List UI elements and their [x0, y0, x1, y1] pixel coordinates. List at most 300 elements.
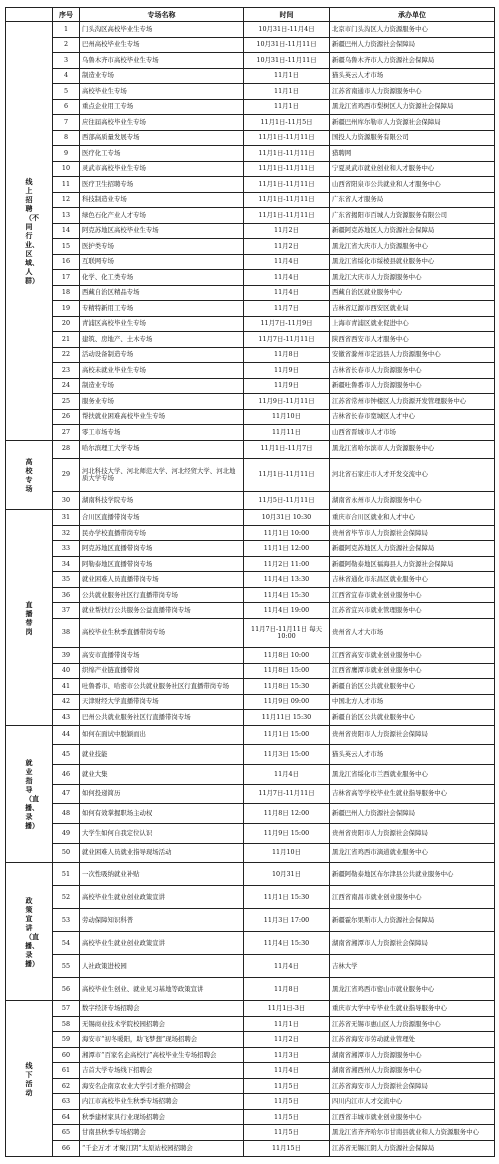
- event-name: 如何有效掌握职场主动权: [80, 804, 244, 824]
- event-time: 11月1日-11月11日: [244, 177, 330, 193]
- organizer: 江苏省常州市钟楼区人力资源开发管理服务中心: [330, 394, 495, 410]
- event-time: 11月4日: [244, 1063, 330, 1079]
- organizer: 吉林省长春市宽城区人才中心: [330, 409, 495, 425]
- table-row: [6, 492, 495, 510]
- category-text: 直播带岗: [25, 599, 33, 636]
- organizer: 江西省丰城市就业创业服务中心: [330, 1109, 495, 1125]
- event-time: 11月1日-11月11日: [244, 208, 330, 224]
- table-row: [6, 1109, 495, 1125]
- table-row: [6, 115, 495, 131]
- row-number: 12: [53, 192, 80, 208]
- row-number: 49: [53, 824, 80, 844]
- row-number: 63: [53, 1094, 80, 1110]
- event-time: 10月31日-11月11日: [244, 53, 330, 69]
- organizer: 贵州省人才大市场: [330, 618, 495, 647]
- row-number: 39: [53, 648, 80, 664]
- table-row: [6, 84, 495, 100]
- organizer: 吉林省高等学校毕业生就业指导服务中心: [330, 784, 495, 804]
- table-row: [6, 363, 495, 379]
- table-row: [6, 1094, 495, 1110]
- event-name: 湘潭市“百家名企高校行”高校毕业生专场招聘会: [80, 1047, 244, 1063]
- event-name: 灵武市高校毕业生专场: [80, 161, 244, 177]
- organizer: 江苏省无锡江阴人力资源社会保障局: [330, 1140, 495, 1156]
- event-time: 11月8日: [244, 347, 330, 363]
- row-number: 14: [53, 223, 80, 239]
- event-time: 11月2日: [244, 223, 330, 239]
- row-number: 51: [53, 863, 80, 886]
- event-name: 乌鲁木齐市高校毕业生专场: [80, 53, 244, 69]
- organizer: 湖南省永州市人力资源服务中心: [330, 492, 495, 510]
- row-number: 41: [53, 679, 80, 695]
- organizer: 江西省鹰潭市就业创业服务中心: [330, 663, 495, 679]
- event-time: 11月4日: [244, 270, 330, 286]
- event-time: 11月7日: [244, 301, 330, 317]
- organizer: 河北省石家庄市人才开发交流中心: [330, 458, 495, 492]
- organizer: 中国北方人才市场: [330, 694, 495, 710]
- row-number: 62: [53, 1078, 80, 1094]
- row-number: 26: [53, 409, 80, 425]
- row-number: 27: [53, 425, 80, 441]
- event-name: 就业困难人员就业指导现场活动: [80, 843, 244, 863]
- row-number: 43: [53, 710, 80, 726]
- organizer: 黑龙江省绥化市兰西就业服务中心: [330, 764, 495, 784]
- event-time: 11月11日: [244, 425, 330, 441]
- table-row: [6, 301, 495, 317]
- row-number: 21: [53, 332, 80, 348]
- header-organizer: 承办单位: [330, 8, 495, 22]
- row-number: 54: [53, 932, 80, 955]
- organizer: 安徽省滁州市定远县人力资源服务中心: [330, 347, 495, 363]
- event-time: 11月9日 15:00: [244, 824, 330, 844]
- event-name: 大学生如何自我定位认识: [80, 824, 244, 844]
- event-time: 10月31日-11月4日: [244, 22, 330, 38]
- row-number: 11: [53, 177, 80, 193]
- row-number: 40: [53, 663, 80, 679]
- event-time: 11月4日 13:30: [244, 572, 330, 588]
- event-time: 11月1日-11月5日: [244, 115, 330, 131]
- organizer: 陕西省西安市人才服务中心: [330, 332, 495, 348]
- organizer: 吉林省长春市人力资源服务中心: [330, 363, 495, 379]
- event-time: 11月1日-11月7日: [244, 440, 330, 458]
- event-name: 高校毕业生就业创业政策宣讲: [80, 886, 244, 909]
- organizer: 四川内江市人才交流中心: [330, 1094, 495, 1110]
- organizer: 新疆巴州库尔勒市人力资源社会保障局: [330, 115, 495, 131]
- table-row: [6, 863, 495, 886]
- organizer: 新疆自治区公共就业服务中心: [330, 679, 495, 695]
- row-number: 25: [53, 394, 80, 410]
- table-row: [6, 541, 495, 557]
- table-row: [6, 587, 495, 603]
- event-name: 高校未就业毕业生专场: [80, 363, 244, 379]
- table-row: [6, 932, 495, 955]
- event-name: 就业困难人员直播带岗专场: [80, 572, 244, 588]
- category-text: 线下活动: [25, 1060, 33, 1097]
- row-number: 50: [53, 843, 80, 863]
- table-row: [6, 22, 495, 38]
- schedule-document: [5, 7, 494, 1157]
- table-row: [6, 663, 495, 679]
- event-name: 河北科技大学、河北师范大学、河北经贸大学、河北地质大学专场: [80, 458, 244, 492]
- category-label: [6, 22, 53, 441]
- event-time: 11月1日 12:00: [244, 541, 330, 557]
- table-row: [6, 409, 495, 425]
- table-row: [6, 285, 495, 301]
- event-time: 11月8日 10:00: [244, 648, 330, 664]
- row-number: 38: [53, 618, 80, 647]
- row-number: 44: [53, 725, 80, 745]
- event-time: 11月4日: [244, 285, 330, 301]
- row-number: 16: [53, 254, 80, 270]
- row-number: 1: [53, 22, 80, 38]
- table-row: [6, 525, 495, 541]
- event-time: 11月10日: [244, 409, 330, 425]
- category-text: 线上招聘（不同行业、区域、人群）: [25, 176, 39, 285]
- event-time: 11月1日 10:00: [244, 525, 330, 541]
- event-name: 医疗化工专场: [80, 146, 244, 162]
- table-row: [6, 804, 495, 824]
- organizer: 吉林大学: [330, 955, 495, 978]
- table-row: [6, 440, 495, 458]
- table-row: [6, 146, 495, 162]
- organizer: 广东省揭阳市百城人力资源服务有限公司: [330, 208, 495, 224]
- event-time: 11月1日 15:00: [244, 725, 330, 745]
- event-time: 11月1日-11月11日: [244, 161, 330, 177]
- row-number: 7: [53, 115, 80, 131]
- organizer: 黑龙江省绥化市绥棱县就业服务中心: [330, 254, 495, 270]
- table-row: [6, 208, 495, 224]
- row-number: 31: [53, 510, 80, 526]
- event-name: 海安市“初冬暖阳，助飞梦想”现场招聘会: [80, 1032, 244, 1048]
- table-row: [6, 192, 495, 208]
- event-name: 无锡商业技术学院校园招聘会: [80, 1016, 244, 1032]
- row-number: 57: [53, 1001, 80, 1017]
- event-time: 11月9日: [244, 378, 330, 394]
- event-time: 11月5日: [244, 1125, 330, 1141]
- table-row: [6, 824, 495, 844]
- organizer: 江西省高安市就业创业服务中心: [330, 648, 495, 664]
- event-time: 11月1日: [244, 84, 330, 100]
- table-row: [6, 648, 495, 664]
- table-row: [6, 510, 495, 526]
- organizer: 湖南省湘潭市人力资源服务中心: [330, 1047, 495, 1063]
- table-row: [6, 332, 495, 348]
- row-number: 17: [53, 270, 80, 286]
- event-name: 零工市场专场: [80, 425, 244, 441]
- event-name: 巴州高校毕业生专场: [80, 37, 244, 53]
- row-number: 29: [53, 458, 80, 492]
- event-name: 湖南科技学院专场: [80, 492, 244, 510]
- event-name: 哈尔滨理工大学专场: [80, 440, 244, 458]
- event-time: 11月1日: [244, 68, 330, 84]
- event-time: 11月4日: [244, 254, 330, 270]
- event-name: 门头沟区高校毕业生专场: [80, 22, 244, 38]
- event-name: 科技制造业专场: [80, 192, 244, 208]
- event-time: 11月5日: [244, 1094, 330, 1110]
- organizer: 重庆市合川区就业和人才中心: [330, 510, 495, 526]
- table-row: [6, 572, 495, 588]
- table-row: [6, 1078, 495, 1094]
- event-time: 11月10日: [244, 843, 330, 863]
- event-name: 就业技能: [80, 745, 244, 765]
- table-row: [6, 1063, 495, 1079]
- table-row: [6, 710, 495, 726]
- table-row: [6, 784, 495, 804]
- row-number: 36: [53, 587, 80, 603]
- organizer: 黑龙江省鸡西市密山市就业服务中心: [330, 978, 495, 1001]
- organizer: 国投人力资源服务有限公司: [330, 130, 495, 146]
- schedule-body: [6, 22, 495, 1157]
- table-row: [6, 68, 495, 84]
- organizer: 猎聘网: [330, 146, 495, 162]
- table-row: [6, 394, 495, 410]
- event-name: 西部高质量发展专场: [80, 130, 244, 146]
- row-number: 8: [53, 130, 80, 146]
- organizer: 黑龙江省大庆市人力资源服务中心: [330, 239, 495, 255]
- table-row: [6, 425, 495, 441]
- event-time: 11月1日-3日: [244, 1001, 330, 1017]
- table-row: [6, 316, 495, 332]
- table-row: [6, 223, 495, 239]
- organizer: 新疆乌鲁木齐市人力资源社会保障局: [330, 53, 495, 69]
- event-name: 吐鲁番市、哈密市公共就业服务社区行直播带岗专场: [80, 679, 244, 695]
- header-row: [6, 8, 495, 22]
- table-row: [6, 1001, 495, 1017]
- event-name: 吉首大学专场线下招聘会: [80, 1063, 244, 1079]
- row-number: 30: [53, 492, 80, 510]
- table-row: [6, 1032, 495, 1048]
- header-no: 序号: [53, 8, 80, 22]
- row-number: 28: [53, 440, 80, 458]
- table-row: [6, 909, 495, 932]
- organizer: 新疆巴州人力资源社会保障局: [330, 37, 495, 53]
- row-number: 66: [53, 1140, 80, 1156]
- event-time: 10月31日-11月11日: [244, 37, 330, 53]
- event-time: 11月1日: [244, 99, 330, 115]
- organizer: 黑龙江省哈尔滨市人力资源服务中心: [330, 440, 495, 458]
- event-name: 服务业专场: [80, 394, 244, 410]
- table-row: [6, 177, 495, 193]
- category-label: [6, 725, 53, 863]
- event-name: 合川区直播带岗专场: [80, 510, 244, 526]
- organizer: 西藏自治区就业服务中心: [330, 285, 495, 301]
- row-number: 23: [53, 363, 80, 379]
- event-time: 10月31日: [244, 863, 330, 886]
- organizer: 黑龙江大庆市人力资源服务中心: [330, 270, 495, 286]
- table-row: [6, 955, 495, 978]
- table-row: [6, 886, 495, 909]
- organizer: 上海市青浦区就业促进中心: [330, 316, 495, 332]
- event-time: 11月8日 12:00: [244, 804, 330, 824]
- event-name: 海安名企南京农业大学引才推介招聘会: [80, 1078, 244, 1094]
- event-name: 制造业专场: [80, 68, 244, 84]
- event-time: 11月7日-11月11日: [244, 784, 330, 804]
- organizer: 重庆市大学中专毕业生就业指导服务中心: [330, 1001, 495, 1017]
- organizer: 黑龙江省鸡西市梨树区人力资源社会保障局: [330, 99, 495, 115]
- row-number: 58: [53, 1016, 80, 1032]
- event-time: 11月4日 15:30: [244, 932, 330, 955]
- organizer: 江苏省宜兴市就业管理服务中心: [330, 603, 495, 619]
- event-time: 11月1日 15:30: [244, 886, 330, 909]
- row-number: 2: [53, 37, 80, 53]
- table-row: [6, 694, 495, 710]
- organizer: 新疆巴州人力资源社会保障局: [330, 804, 495, 824]
- table-row: [6, 603, 495, 619]
- event-name: 秋季建材家具行业现场招聘会: [80, 1109, 244, 1125]
- row-number: 34: [53, 556, 80, 572]
- schedule-table: [5, 7, 495, 1157]
- table-row: [6, 745, 495, 765]
- event-name: 帮扶就业困难高校毕业生专场: [80, 409, 244, 425]
- row-number: 52: [53, 886, 80, 909]
- header-time: 时间: [244, 8, 330, 22]
- event-name: 专精特新用工专场: [80, 301, 244, 317]
- row-number: 18: [53, 285, 80, 301]
- table-row: [6, 556, 495, 572]
- category-text: 高校专场: [25, 456, 33, 493]
- event-time: 11月1日-11月11日: [244, 192, 330, 208]
- row-number: 32: [53, 525, 80, 541]
- organizer: 新疆阿勒泰地区福海县人力资源社会保障局: [330, 556, 495, 572]
- organizer: 新疆吐鲁番市人力资源服务中心: [330, 378, 495, 394]
- table-row: [6, 239, 495, 255]
- event-name: 西藏自治区精品专场: [80, 285, 244, 301]
- organizer: 江苏省海安市人力资源社会保障局: [330, 1078, 495, 1094]
- organizer: 吉林省辽源市西安区就业局: [330, 301, 495, 317]
- organizer: 黑龙江省鸡西市滴道就业服务中心: [330, 843, 495, 863]
- header-category: [6, 8, 53, 22]
- organizer: 贵州省毕节市人力资源社会保障局: [330, 525, 495, 541]
- row-number: 56: [53, 978, 80, 1001]
- row-number: 5: [53, 84, 80, 100]
- organizer: 江苏省无锡市惠山区人力资源服务中心: [330, 1016, 495, 1032]
- row-number: 48: [53, 804, 80, 824]
- event-time: 11月9日-11月11日: [244, 394, 330, 410]
- event-time: 11月8日 15:00: [244, 663, 330, 679]
- table-row: [6, 254, 495, 270]
- row-number: 33: [53, 541, 80, 557]
- row-number: 6: [53, 99, 80, 115]
- event-name: 公共就业服务社区行直播带岗专场: [80, 587, 244, 603]
- event-time: 11月11日 15:30: [244, 710, 330, 726]
- organizer: 江苏省南通市人力资源服务中心: [330, 84, 495, 100]
- event-name: 就业帮扶行公共服务公益直播带岗专场: [80, 603, 244, 619]
- event-name: 绿色石化产业人才专场: [80, 208, 244, 224]
- table-row: [6, 978, 495, 1001]
- row-number: 13: [53, 208, 80, 224]
- table-row: [6, 130, 495, 146]
- event-name: 内江市高校毕业生秋季专场招聘会: [80, 1094, 244, 1110]
- row-number: 60: [53, 1047, 80, 1063]
- table-row: [6, 1140, 495, 1156]
- category-label: [6, 510, 53, 725]
- event-name: 如何投递简历: [80, 784, 244, 804]
- row-number: 4: [53, 68, 80, 84]
- event-time: 11月8日: [244, 978, 330, 1001]
- event-name: 活动设备制造专场: [80, 347, 244, 363]
- event-name: 医疗卫生招聘专场: [80, 177, 244, 193]
- organizer: 江西省宜春市就业创业服务中心: [330, 587, 495, 603]
- event-name: 应往届高校毕业生专场: [80, 115, 244, 131]
- row-number: 53: [53, 909, 80, 932]
- table-row: [6, 161, 495, 177]
- event-name: 高安市直播带岗专场: [80, 648, 244, 664]
- row-number: 10: [53, 161, 80, 177]
- table-row: [6, 1125, 495, 1141]
- table-row: [6, 347, 495, 363]
- table-row: [6, 53, 495, 69]
- row-number: 65: [53, 1125, 80, 1141]
- event-name: 化学、化工类专场: [80, 270, 244, 286]
- event-time: 11月2日: [244, 239, 330, 255]
- row-number: 46: [53, 764, 80, 784]
- organizer: 湖南省湘潭市人力资源社会保障局: [330, 932, 495, 955]
- event-name: 青浦区高校毕业生专场: [80, 316, 244, 332]
- event-time: 11月9日: [244, 363, 330, 379]
- category-text: 政策宣讲（直播、录播）: [25, 895, 39, 968]
- event-name: 高校毕业生创业、就业见习基地等政策宣讲: [80, 978, 244, 1001]
- event-name: 甘南县秋季专场招聘会: [80, 1125, 244, 1141]
- category-label: [6, 440, 53, 510]
- event-time: 11月7日-11月11日 每天10:00: [244, 618, 330, 647]
- row-number: 55: [53, 955, 80, 978]
- event-name: 阿克苏地区高校毕业生专场: [80, 223, 244, 239]
- table-row: [6, 270, 495, 286]
- organizer: 黑龙江省齐齐哈尔市甘南县就业和人力资源服务中心: [330, 1125, 495, 1141]
- organizer: 贵州省贵阳市人力资源社会保障局: [330, 824, 495, 844]
- organizer: 宁夏灵武市就业创业和人才服务中心: [330, 161, 495, 177]
- row-number: 45: [53, 745, 80, 765]
- organizer: 新疆阿勒泰地区布尔津县公共就业服务中心: [330, 863, 495, 886]
- event-time: 11月5日: [244, 1109, 330, 1125]
- event-time: 10月31日 10:30: [244, 510, 330, 526]
- category-text: 就业指导（直播、录播）: [25, 758, 39, 831]
- row-number: 59: [53, 1032, 80, 1048]
- event-time: 11月5日: [244, 1078, 330, 1094]
- row-number: 47: [53, 784, 80, 804]
- event-time: 11月8日 15:30: [244, 679, 330, 695]
- table-row: [6, 725, 495, 745]
- event-time: 11月7日-11月9日: [244, 316, 330, 332]
- table-row: [6, 1047, 495, 1063]
- event-name: 巴州公共就业服务社区行直播带岗专场: [80, 710, 244, 726]
- event-time: 11月1日: [244, 1016, 330, 1032]
- row-number: 19: [53, 301, 80, 317]
- organizer: 猫头英云人才市场: [330, 68, 495, 84]
- table-row: [6, 458, 495, 492]
- organizer: 猫头英云人才市场: [330, 745, 495, 765]
- organizer: 江苏省海安市劳动就业管理处: [330, 1032, 495, 1048]
- organizer: 湖南省湘西州人力资源服务中心: [330, 1063, 495, 1079]
- event-name: “千企万才 才聚江阴”太原站校园招聘会: [80, 1140, 244, 1156]
- category-label: [6, 1001, 53, 1157]
- row-number: 24: [53, 378, 80, 394]
- header-name: 专场名称: [80, 8, 244, 22]
- event-name: 数字经济专场招聘会: [80, 1001, 244, 1017]
- event-time: 11月3日 15:00: [244, 745, 330, 765]
- table-row: [6, 1016, 495, 1032]
- event-name: 劳动保障知识科普: [80, 909, 244, 932]
- organizer: 新疆霍尔果斯市人力资源社会保障局: [330, 909, 495, 932]
- event-time: 11月4日: [244, 955, 330, 978]
- event-name: 高校毕业生专场: [80, 84, 244, 100]
- event-time: 11月1日-11月11日: [244, 458, 330, 492]
- organizer: 吉林省通化市东昌区就业服务中心: [330, 572, 495, 588]
- event-name: 高校毕业生就业创业政策宣讲: [80, 932, 244, 955]
- organizer: 北京市门头沟区人力资源服务中心: [330, 22, 495, 38]
- event-name: 一次性吸纳就业补贴: [80, 863, 244, 886]
- event-time: 11月9日 09:00: [244, 694, 330, 710]
- organizer: 新疆阿克苏地区人力资源社会保障局: [330, 541, 495, 557]
